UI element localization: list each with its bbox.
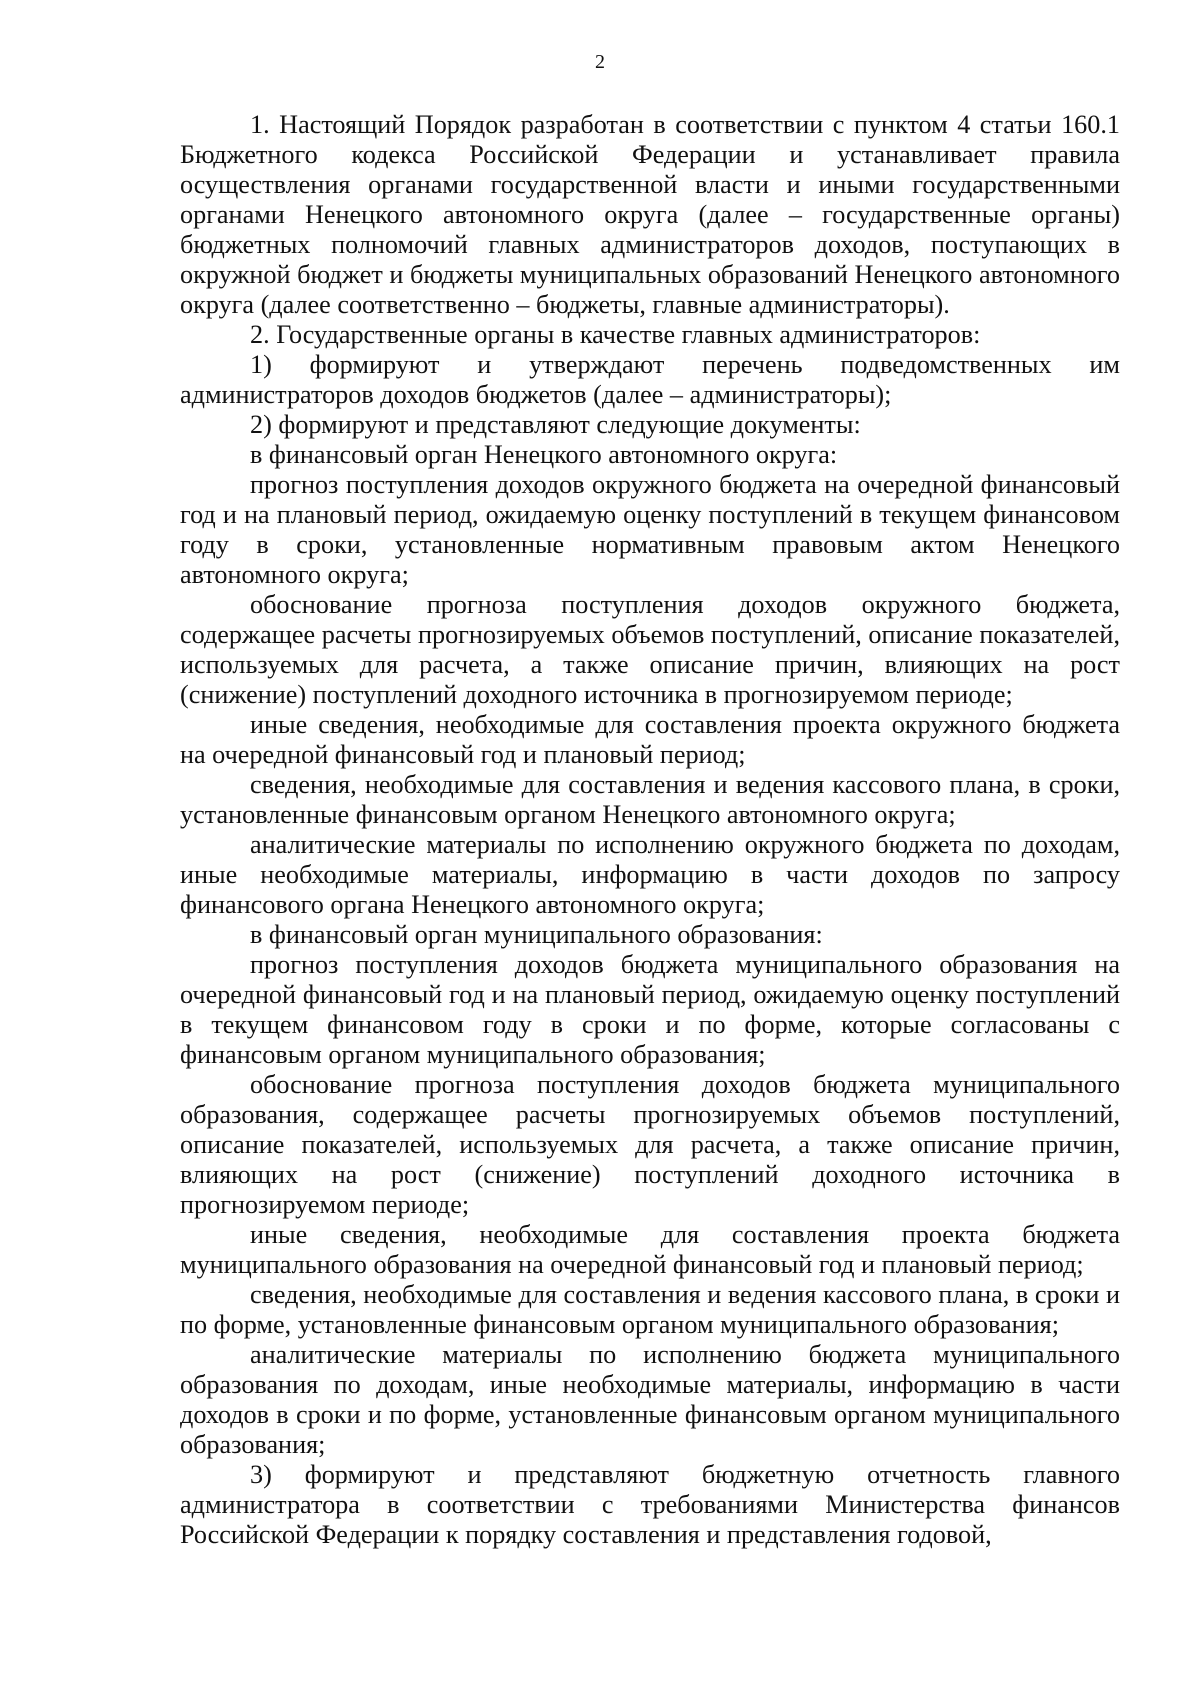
document-body xyxy=(180,110,1120,1550)
paragraph-13: обоснование прогноза поступления доходов бюджета муниципального образования, содержащее расчеты прогнозируемых объемов поступлений, описание показателей, используемых для расчета, а также описание причин, влияющих на рост (снижение) поступлений доходного источника в прогнозируемом периоде; xyxy=(180,1070,1120,1219)
paragraph-5: в финансовый орган Ненецкого автономного округа: xyxy=(250,440,838,469)
paragraph-14: иные сведения, необходимые для составления проекта бюджета муниципального образования на очередной финансовый год и плановый период; xyxy=(180,1220,1120,1279)
page-number: 2 xyxy=(595,51,605,73)
paragraph-15: сведения, необходимые для составления и ведения кассового плана, в сроки и по форме, установленные финансовым органом муниципального образования; xyxy=(180,1280,1120,1339)
paragraph-17: 3) формируют и представляют бюджетную отчетность главного администратора в соответствии с требованиями Министерства финансов Российской Федерации к порядку составления и представления годовой, xyxy=(180,1460,1120,1549)
paragraph-11: в финансовый орган муниципального образования: xyxy=(250,920,823,949)
paragraph-16: аналитические материалы по исполнению бюджета муниципального образования по доходам, иные необходимые материалы, информацию в части доходов в сроки и по форме, установленные финансовым органом муниципального образования; xyxy=(180,1340,1120,1459)
paragraph-4: 2) формируют и представляют следующие документы: xyxy=(250,410,861,439)
paragraph-10: аналитические материалы по исполнению окружного бюджета по доходам, иные необходимые материалы, информацию в части доходов по запросу финансового органа Ненецкого автономного округа; xyxy=(180,830,1120,919)
paragraph-2: 2. Государственные органы в качестве главных администраторов: xyxy=(250,320,981,349)
paragraph-3: 1) формируют и утверждают перечень подведомственных им администраторов доходов бюджетов (далее – администраторы); xyxy=(180,350,1120,409)
paragraph-12: прогноз поступления доходов бюджета муниципального образования на очередной финансовый год и на плановый период, ожидаемую оценку поступлений в текущем финансовом году в сроки и по форме, которые согласованы с финансовым органом муниципального образования; xyxy=(180,950,1120,1069)
paragraph-6: прогноз поступления доходов окружного бюджета на очередной финансовый год и на плановый период, ожидаемую оценку поступлений в текущем финансовом году в сроки, установленные нормативным правовым актом Ненецкого автономного округа; xyxy=(180,470,1120,589)
paragraph-7: обоснование прогноза поступления доходов окружного бюджета, содержащее расчеты прогнозируемых объемов поступлений, описание показателей, используемых для расчета, а также описание причин, влияющих на рост (снижение) поступлений доходного источника в прогнозируемом периоде; xyxy=(180,590,1120,709)
paragraph-9: сведения, необходимые для составления и ведения кассового плана, в сроки, установленные финансовым органом Ненецкого автономного округа; xyxy=(180,770,1120,829)
paragraph-8: иные сведения, необходимые для составления проекта окружного бюджета на очередной финансовый год и плановый период; xyxy=(180,710,1120,769)
paragraph-1: 1. Настоящий Порядок разработан в соответствии с пунктом 4 статьи 160.1 Бюджетного кодекса Российской Федерации и устанавливает правила осуществления органами государственной власти и иными государственными органами Ненецкого автономного округа (далее – государственные органы) бюджетных полномочий главных администраторов доходов, поступающих в окружной бюджет и бюджеты муниципальных образований Ненецкого автономного округа (далее соответственно – бюджеты, главные администраторы). xyxy=(180,110,1120,319)
